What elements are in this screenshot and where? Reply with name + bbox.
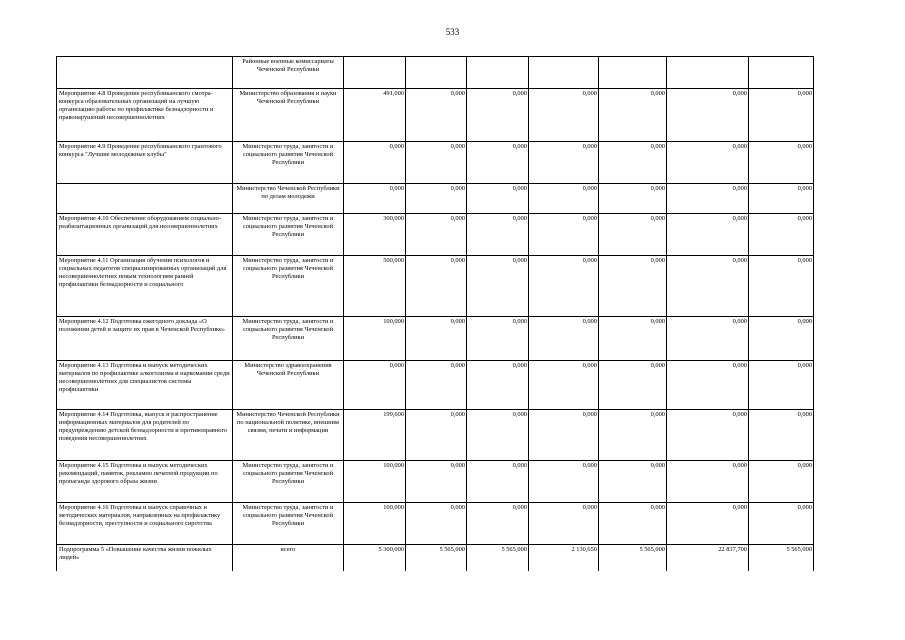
amount-cell: 0,000 xyxy=(749,214,814,256)
amount-cell: 0,000 xyxy=(599,361,667,410)
amount-cell: 0,000 xyxy=(467,317,529,361)
amount-cell: 5 565,000 xyxy=(406,545,467,571)
amount-cell: 0,000 xyxy=(667,461,749,503)
amount-cell: 0,000 xyxy=(529,461,599,503)
amount-cell xyxy=(344,57,406,89)
table-row xyxy=(57,461,814,503)
activity-cell: Мероприятие 4.14 Подготовка, выпуск и распространение информационных материалов для родителей по предупреждению детской безнадзорности и противоправного поведения несовершеннолетних xyxy=(57,410,233,461)
organization-cell: Министерство труда, занятости и социального развития Чеченской Республики xyxy=(233,214,344,256)
organization-cell: Министерство труда, занятости и социального развития Чеченской Республики xyxy=(233,142,344,184)
organization-cell: Министерство Чеченской Республики по национальной политике, внешним связям, печати и информации xyxy=(233,410,344,461)
amount-cell: 0,000 xyxy=(344,184,406,214)
amount-cell: 0,000 xyxy=(599,256,667,317)
table-row xyxy=(57,142,814,184)
amount-cell: 0,000 xyxy=(599,410,667,461)
amount-cell: 0,000 xyxy=(529,142,599,184)
amount-cell: 5 565,000 xyxy=(467,545,529,571)
amount-cell: 0,000 xyxy=(667,214,749,256)
table-row xyxy=(57,317,814,361)
amount-cell: 0,000 xyxy=(529,89,599,142)
amount-cell: 0,000 xyxy=(467,142,529,184)
amount-cell: 0,000 xyxy=(599,89,667,142)
amount-cell: 0,000 xyxy=(467,214,529,256)
page-number: 533 xyxy=(445,27,460,37)
amount-cell xyxy=(406,57,467,89)
organization-cell: Районные военные комиссариаты Чеченской Республики xyxy=(233,57,344,89)
organization-cell: Министерство труда, занятости и социального развития Чеченской Республики xyxy=(233,503,344,545)
amount-cell: 0,000 xyxy=(749,317,814,361)
amount-cell: 0,000 xyxy=(667,410,749,461)
amount-cell: 0,000 xyxy=(599,317,667,361)
organization-cell: Министерство здравоохранения Чеченской Республики xyxy=(233,361,344,410)
activity-cell: Мероприятие 4.12 Подготовка ежегодного доклада «О положении детей и защите их прав в Чеченской Республике» xyxy=(57,317,233,361)
amount-cell: 22 837,700 xyxy=(667,545,749,571)
table-row xyxy=(57,89,814,142)
amount-cell xyxy=(599,57,667,89)
amount-cell: 0,000 xyxy=(599,142,667,184)
organization-cell: Министерство Чеченской Республики по делам молодежи xyxy=(233,184,344,214)
amount-cell: 0,000 xyxy=(406,410,467,461)
amount-cell: 5 300,000 xyxy=(344,545,406,571)
amount-cell xyxy=(529,57,599,89)
amount-cell: 0,000 xyxy=(467,361,529,410)
table-row xyxy=(57,256,814,317)
amount-cell: 0,000 xyxy=(599,214,667,256)
amount-cell: 0,000 xyxy=(344,142,406,184)
table-row xyxy=(57,214,814,256)
activity-cell xyxy=(57,57,233,89)
budget-table xyxy=(56,56,814,571)
organization-cell: Министерство труда, занятости и социального развития Чеченской Республики xyxy=(233,461,344,503)
amount-cell: 0,000 xyxy=(529,184,599,214)
amount-cell: 0,000 xyxy=(667,142,749,184)
organization-cell: Министерство труда, занятости и социального развития Чеченской Республики xyxy=(233,317,344,361)
table-row xyxy=(57,184,814,214)
amount-cell: 199,600 xyxy=(344,410,406,461)
amount-cell: 5 565,000 xyxy=(749,545,814,571)
activity-cell: Мероприятие 4.15 Подготовка и выпуск методических рекомендаций, памяток, рекламно печатной продукции по пропаганде здорового образа жизни xyxy=(57,461,233,503)
amount-cell xyxy=(749,57,814,89)
amount-cell: 0,000 xyxy=(406,184,467,214)
amount-cell: 0,000 xyxy=(599,461,667,503)
amount-cell: 0,000 xyxy=(406,89,467,142)
amount-cell: 0,000 xyxy=(406,361,467,410)
amount-cell: 100,000 xyxy=(344,461,406,503)
amount-cell: 0,000 xyxy=(599,503,667,545)
amount-cell: 0,000 xyxy=(599,184,667,214)
amount-cell: 500,000 xyxy=(344,256,406,317)
amount-cell: 0,000 xyxy=(667,184,749,214)
amount-cell: 0,000 xyxy=(467,184,529,214)
activity-cell: Мероприятие 4.11 Организация обучения психологов и социальных педагогов специализированных организаций для несовершеннолетних новым технологиям ранней профилактики безнадзорности и социального xyxy=(57,256,233,317)
amount-cell: 0,000 xyxy=(749,184,814,214)
amount-cell: 0,000 xyxy=(406,214,467,256)
amount-cell: 0,000 xyxy=(529,361,599,410)
amount-cell: 0,000 xyxy=(406,256,467,317)
amount-cell: 0,000 xyxy=(749,503,814,545)
activity-cell: Мероприятие 4.10 Обеспечение оборудованием социально- реабилитационных организаций для несовершеннолетних xyxy=(57,214,233,256)
amount-cell xyxy=(667,57,749,89)
amount-cell: 0,000 xyxy=(749,461,814,503)
amount-cell xyxy=(467,57,529,89)
amount-cell: 0,000 xyxy=(667,256,749,317)
amount-cell: 0,000 xyxy=(667,361,749,410)
table-row xyxy=(57,545,814,571)
activity-cell: Мероприятие 4.13 Подготовка и выпуск методических материалов по профилактике алкоголизма и наркомании среди несовершеннолетних для специалистов системы профилактики xyxy=(57,361,233,410)
amount-cell: 0,000 xyxy=(749,89,814,142)
amount-cell: 100,000 xyxy=(344,317,406,361)
amount-cell: 0,000 xyxy=(529,256,599,317)
activity-cell: Мероприятие 4.8 Проведение республиканского смотра- конкурса образовательных организаций на лучшую организацию работы по профилактике безнадзорности и правонарушений несовершеннолетних xyxy=(57,89,233,142)
amount-cell: 0,000 xyxy=(467,410,529,461)
amount-cell: 0,000 xyxy=(467,256,529,317)
amount-cell: 0,000 xyxy=(344,361,406,410)
table-row xyxy=(57,57,814,89)
amount-cell: 0,000 xyxy=(467,461,529,503)
activity-cell: Мероприятие 4.9 Проведение республиканского грантового конкурса "Лучшие молодежные клубы" xyxy=(57,142,233,184)
activity-cell: Мероприятие 4.16 Подготовка и выпуск справочных и методических материалов, направленных на профилактику безнадзорности, преступности и социального сиротства xyxy=(57,503,233,545)
amount-cell: 0,000 xyxy=(467,89,529,142)
amount-cell: 0,000 xyxy=(749,142,814,184)
amount-cell: 491,000 xyxy=(344,89,406,142)
table-body xyxy=(57,57,814,571)
activity-cell: Подпрограмма 5 «Повышение качества жизни пожилых людей» xyxy=(57,545,233,571)
amount-cell: 300,000 xyxy=(344,214,406,256)
amount-cell: 0,000 xyxy=(667,503,749,545)
activity-cell xyxy=(57,184,233,214)
organization-cell: Министерство труда, занятости и социального развития Чеченской Республики xyxy=(233,256,344,317)
amount-cell: 100,000 xyxy=(344,503,406,545)
organization-cell: всего xyxy=(233,545,344,571)
amount-cell: 0,000 xyxy=(406,317,467,361)
amount-cell: 0,000 xyxy=(406,142,467,184)
amount-cell: 5 565,000 xyxy=(599,545,667,571)
amount-cell: 0,000 xyxy=(529,214,599,256)
amount-cell: 0,000 xyxy=(406,461,467,503)
table-row xyxy=(57,410,814,461)
amount-cell: 0,000 xyxy=(667,89,749,142)
amount-cell: 0,000 xyxy=(529,410,599,461)
amount-cell: 0,000 xyxy=(749,410,814,461)
table-row xyxy=(57,503,814,545)
amount-cell: 2 130,650 xyxy=(529,545,599,571)
amount-cell: 0,000 xyxy=(406,503,467,545)
amount-cell: 0,000 xyxy=(667,317,749,361)
table-row xyxy=(57,361,814,410)
amount-cell: 0,000 xyxy=(467,503,529,545)
amount-cell: 0,000 xyxy=(749,256,814,317)
amount-cell: 0,000 xyxy=(749,361,814,410)
organization-cell: Министерство образования и науки Чеченской Республики xyxy=(233,89,344,142)
amount-cell: 0,000 xyxy=(529,317,599,361)
amount-cell: 0,000 xyxy=(529,503,599,545)
